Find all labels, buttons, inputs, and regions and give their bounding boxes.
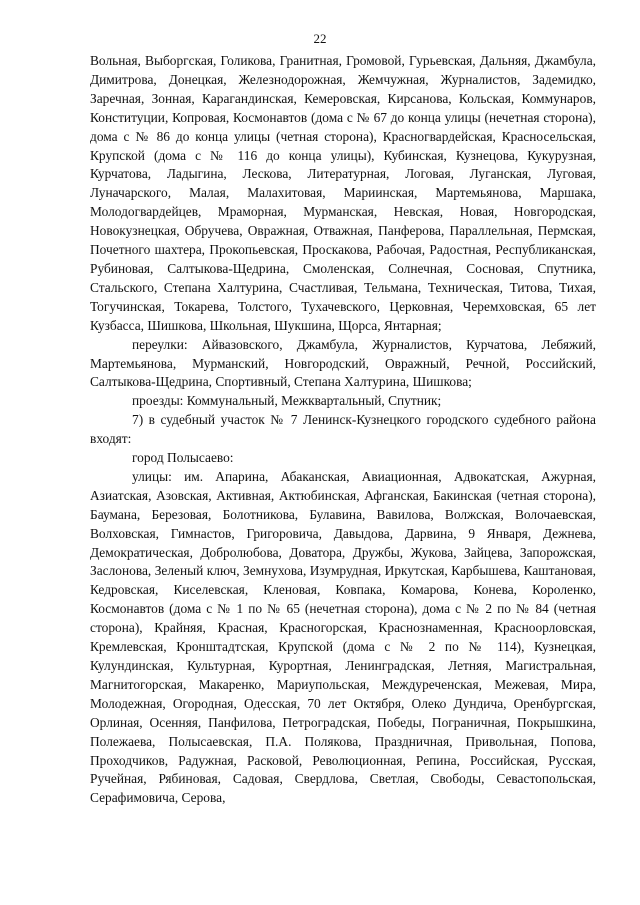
page-number: 22 <box>313 31 327 46</box>
paragraph-section-7-heading: 7) в судебный участок № 7 Ленинск-Кузнецкого городского судебного района входят: <box>90 412 596 447</box>
document-body <box>90 52 596 808</box>
paragraph-lanes: переулки: Айвазовского, Джамбула, Журналистов, Курчатова, Лебяжий, Мартемьянова, Мурманский, Новгородский, Овражный, Речной, Российский, Салтыкова-Щедрина, Спортивный, Степана Халтурина, Шишкова; <box>90 336 596 390</box>
paragraph-passages: проезды: Коммунальный, Межквартальный, Спутник; <box>132 393 442 409</box>
paragraph-streets-list: улицы: им. Апарина, Абаканская, Авиационная, Адвокатская, Ажурная, Азиатская, Азовская, Активная, Актюбинская, Афганская, Бакинская (четная сторона), Баумана, Березовая, Болотникова, Булавина, Вавилова, Волжская, Волочаевская, Волховская, Гимнастов, Григоровича, Давыдова, Дарвина, 9 Января, Дежнева, Демократическая, Добролюбова, Доватора, Дружбы, Жукова, Зайцева, Запорожская, Заслонова, Зеленый ключ, Земнухова, Изумрудная, Иркутская, Карбышева, Каштановая, Кедровская, Киселевская, Кленовая, Ковпака, Комарова, Конева, Короленко, Космонавтов (дома с № 1 по № 65 (нечетная сторона), дома с № 2 по № 84 (четная сторона), Крайняя, Красная, Красногорская, Краснознаменная, Красноорловская, Кремлевская, Кронштадтская, Крупской (дома с № 2 по № 114), Кузнецкая, Кулундинская, Культурная, Курортная, Ленинградская, Летняя, Магистральная, Магнитогорская, Макаренко, Мариупольская, Междуреченская, Межевая, Мира, Молодежная, Огородная, Одесская, 70 лет Октября, Олеко Дундича, Оренбургская, Орлиная, Осенняя, Панфилова, Петроградская, Победы, Пограничная, Покрышкина, Полежаева, Полысаевская, П.А. Полякова, Праздничная, Привольная, Попова, Проходчиков, Радужная, Расковой, Революционная, Репина, Российская, Русская, Ручейная, Рябиновая, Садовая, Свердлова, Светлая, Свободы, Севастопольская, Серафимовича, Серова, <box>90 468 596 806</box>
paragraph-streets-continued: Вольная, Выборгская, Голикова, Гранитная, Громовой, Гурьевская, Дальняя, Джамбула, Димитрова, Донецкая, Железнодорожная, Жемчужная, Журналистов, Задемидко, Заречная, Зонная, Карагандинская, Кемеровская, Кирсанова, Кольская, Коммунаров, Конституции, Копровая, Космонавтов (дома с № 67 до конца улицы (нечетная сторона), дома с № 86 до конца улицы (четная сторона), Красногвардейская, Красносельская, Крупской (дома с № 116 до конца улицы), Кубинская, Кузнецова, Кукурузная, Курчатова, Ладыгина, Лескова, Литературная, Логовая, Луганская, Луговая, Луначарского, Малая, Малахитовая, Мариинская, Мартемьянова, Маршака, Молодогвардейцев, Мраморная, Мурманская, Невская, Новая, Новгородская, Новокузнецкая, Обручева, Овражная, Отважная, Панферова, Параллельная, Пермская, Почетного шахтера, Прокопьевская, Проскакова, Рабочая, Радостная, Республиканская, Рубиновая, Салтыкова-Щедрина, Смоленская, Солнечная, Сосновая, Спутника, Стальского, Степана Халтурина, Счастливая, Тельмана, Техническая, Титова, Тихая, Тогучинская, Токарева, Толстого, Тухачевского, Церковная, Черемховская, 65 лет Кузбасса, Шишкова, Школьная, Шукшина, Щорса, Янтарная; <box>90 53 596 333</box>
paragraph-city-name: город Полысаево: <box>132 450 234 466</box>
